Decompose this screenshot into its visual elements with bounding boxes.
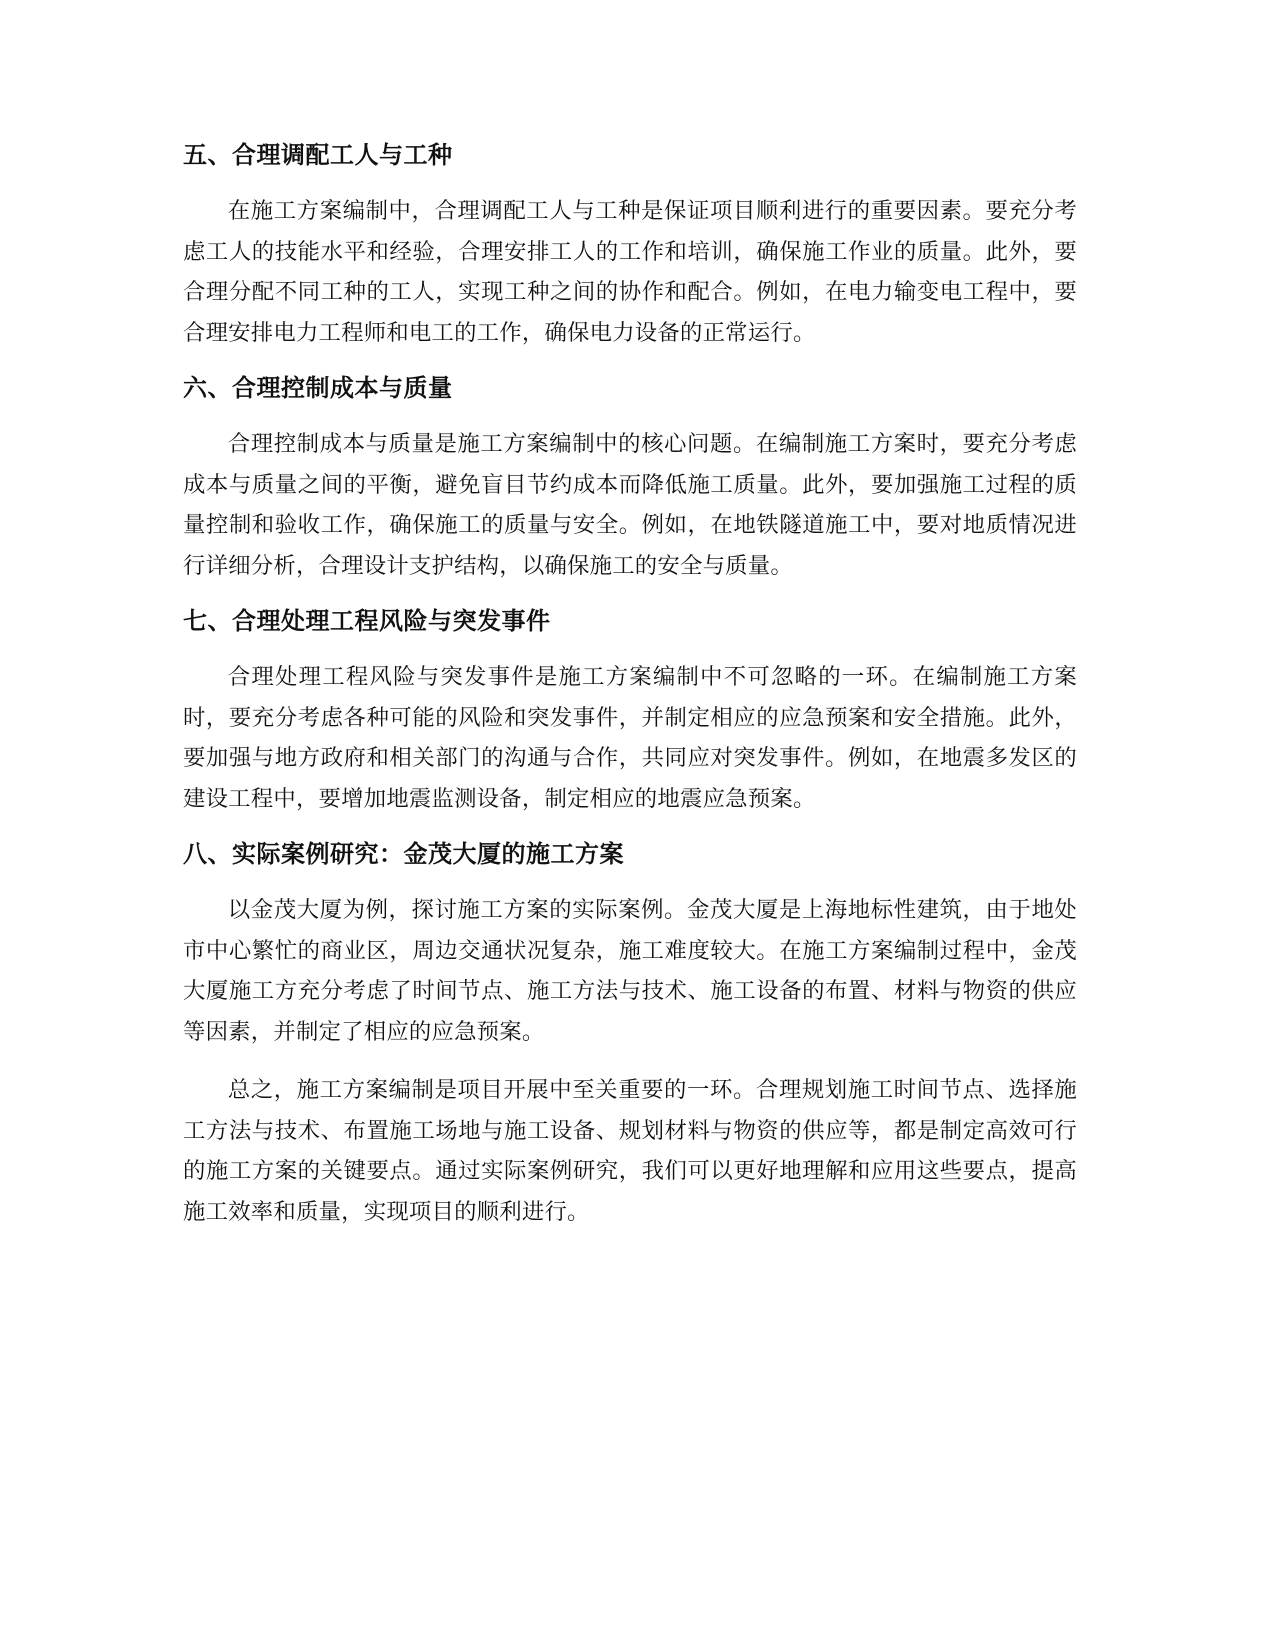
section-paragraph: 在施工方案编制中，合理调配工人与工种是保证项目顺利进行的重要因素。要充分考虑工人的技能水平和经验，合理安排工人的工作和培训，确保施工作业的质量。此外，要合理分配不同工种的工人，实现工种之间的协作和配合。例如，在电力输变电工程中，要合理安排电力工程师和电工的工作，确保电力设备的正常运行。 — [183, 198, 1077, 346]
section-5 — [183, 138, 1077, 353]
document-body — [183, 138, 1077, 1250]
section-heading: 八、实际案例研究：金茂大厦的施工方案 — [183, 840, 624, 868]
section-6 — [183, 371, 1077, 586]
section-7 — [183, 604, 1077, 819]
section-heading: 七、合理处理工程风险与突发事件 — [183, 607, 551, 635]
section-heading: 五、合理调配工人与工种 — [183, 141, 453, 169]
section-8 — [183, 837, 1077, 1232]
conclusion-paragraph: 总之，施工方案编制是项目开展中至关重要的一环。合理规划施工时间节点、选择施工方法与技术、布置施工场地与施工设备、规划材料与物资的供应等，都是制定高效可行的施工方案的关键要点。通过实际案例研究，我们可以更好地理解和应用这些要点，提高施工效率和质量，实现项目的顺利进行。 — [183, 1077, 1077, 1225]
section-paragraph: 以金茂大厦为例，探讨施工方案的实际案例。金茂大厦是上海地标性建筑，由于地处市中心繁忙的商业区，周边交通状况复杂，施工难度较大。在施工方案编制过程中，金茂大厦施工方充分考虑了时间节点、施工方法与技术、施工设备的布置、材料与物资的供应等因素，并制定了相应的应急预案。 — [183, 897, 1077, 1045]
section-paragraph: 合理控制成本与质量是施工方案编制中的核心问题。在编制施工方案时，要充分考虑成本与质量之间的平衡，避免盲目节约成本而降低施工质量。此外，要加强施工过程的质量控制和验收工作，确保施工的质量与安全。例如，在地铁隧道施工中，要对地质情况进行详细分析，合理设计支护结构，以确保施工的安全与质量。 — [183, 431, 1077, 579]
section-heading: 六、合理控制成本与质量 — [183, 374, 453, 402]
section-paragraph: 合理处理工程风险与突发事件是施工方案编制中不可忽略的一环。在编制施工方案时，要充分考虑各种可能的风险和突发事件，并制定相应的应急预案和安全措施。此外，要加强与地方政府和相关部门的沟通与合作，共同应对突发事件。例如，在地震多发区的建设工程中，要增加地震监测设备，制定相应的地震应急预案。 — [183, 664, 1077, 812]
